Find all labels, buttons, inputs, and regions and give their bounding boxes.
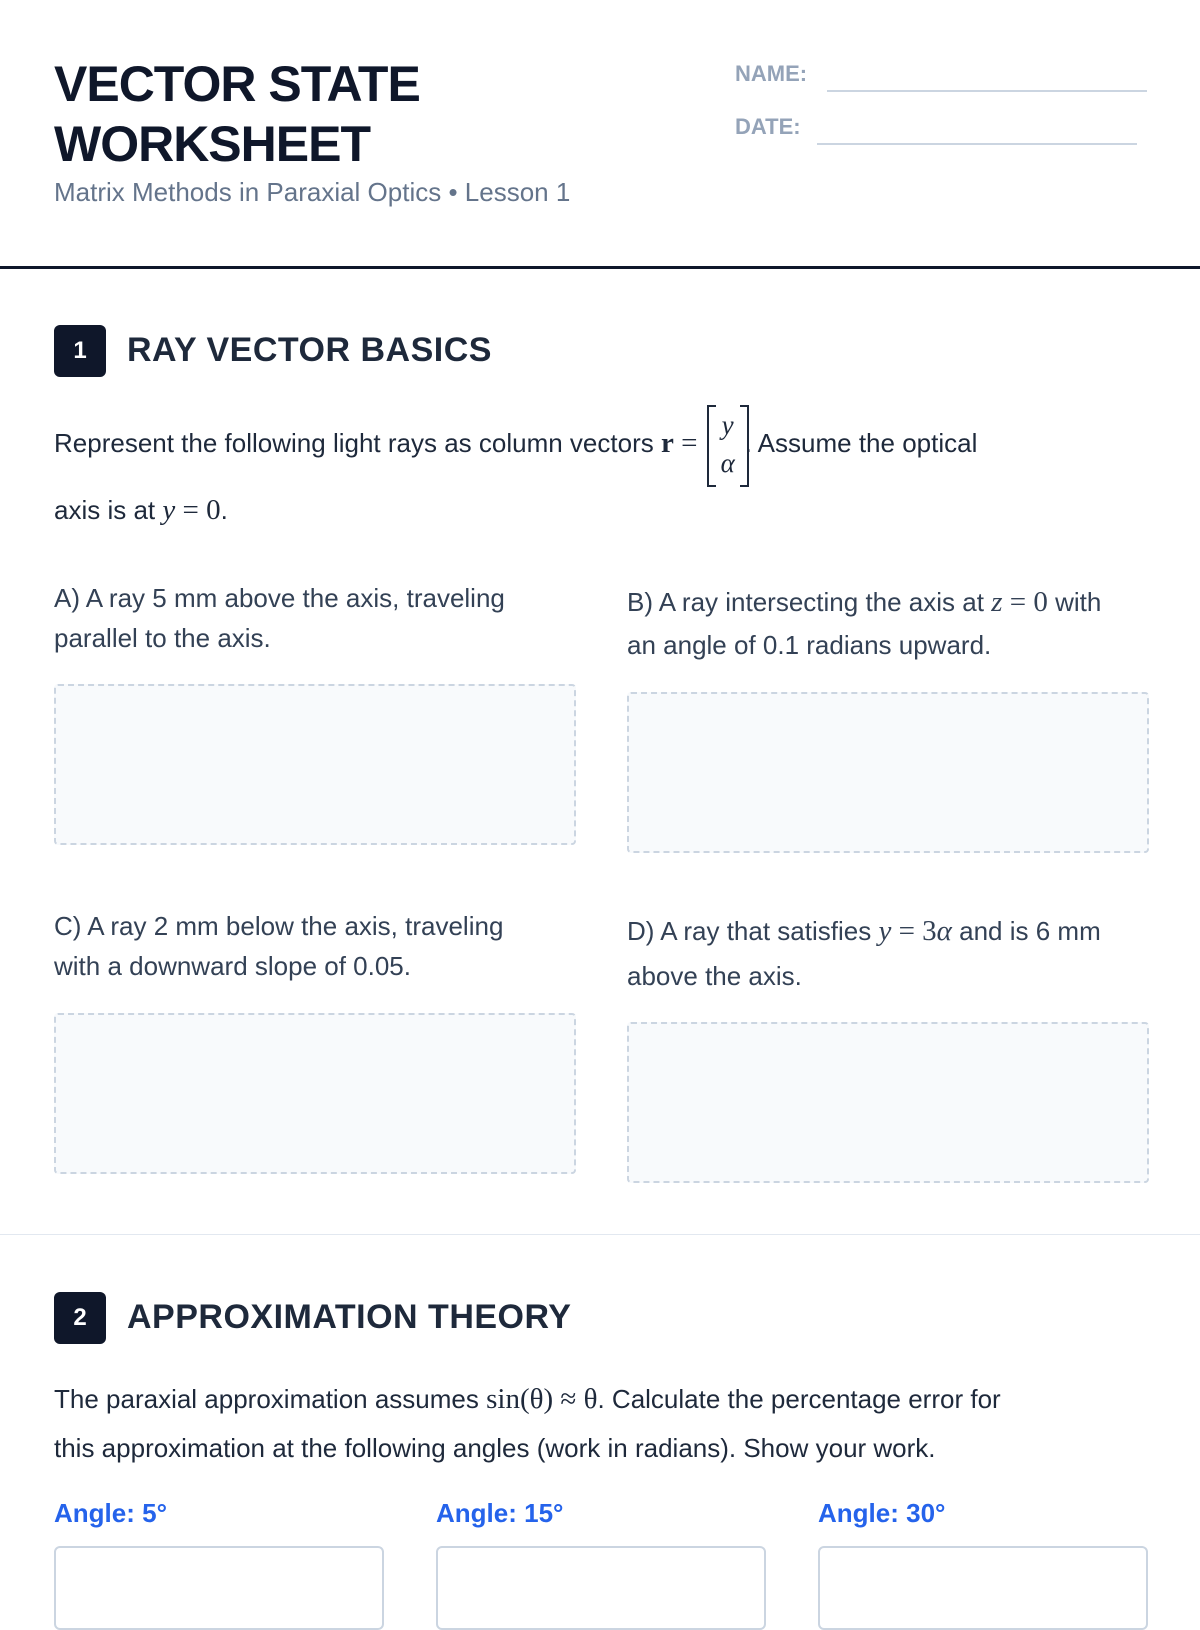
equals-sign: = (681, 427, 698, 459)
worksheet-subtitle: Matrix Methods in Paraxial Optics • Lesson 1 (54, 177, 571, 207)
worksheet-title: VECTOR STATE WORKSHEET (54, 56, 420, 172)
header-divider (0, 266, 1200, 269)
section-2-intro-line-2: this approximation at the following angles (work in radians). Show your work. (54, 1433, 936, 1463)
matrix-bottom-entry: α (720, 448, 735, 479)
question-b-math-variable: z (991, 586, 1003, 618)
work-box-angle-5[interactable] (54, 1546, 384, 1630)
answer-box-d[interactable] (627, 1022, 1149, 1183)
date-label: DATE: (735, 114, 801, 139)
intro-line-2-period: . (220, 495, 228, 525)
answer-box-a[interactable] (54, 684, 576, 845)
question-d-math-variable: y (878, 915, 892, 947)
section-1-intro-text: Represent the following light rays as column vectors (54, 428, 654, 458)
section-2-intro-line-1 (54, 1378, 1001, 1420)
intro-math-variable: y (162, 494, 176, 526)
name-field[interactable] (827, 90, 1147, 92)
section-divider (0, 1234, 1200, 1235)
question-c: C) A ray 2 mm below the axis, traveling with a downward slope of 0.05. (54, 911, 504, 981)
question-b-math-value: = 0 (1009, 586, 1048, 618)
question-a: A) A ray 5 mm above the axis, traveling parallel to the axis. (54, 583, 505, 653)
question-d-math-alpha: α (936, 915, 952, 947)
name-label: NAME: (735, 61, 808, 86)
section-2-intro-text-after: . Calculate the percentage error for (597, 1384, 1001, 1414)
right-bracket (740, 405, 749, 487)
vector-r-symbol: r (660, 427, 674, 459)
section-1-intro-text-after: . Assume the optical (744, 428, 978, 458)
angle-label-5: Angle: 5° (54, 1498, 167, 1528)
intro-line-2-text: axis is at (54, 495, 156, 525)
date-field[interactable] (817, 143, 1137, 145)
section-1-number-badge: 1 (54, 325, 106, 377)
question-d-math-value: = 3 (898, 915, 937, 947)
question-b (627, 581, 1127, 667)
question-d (627, 909, 1127, 999)
work-box-angle-30[interactable] (818, 1546, 1148, 1630)
question-b-text-after: with an angle of 0.1 radians upward. (627, 587, 1102, 660)
matrix-top-entry: y (721, 410, 734, 441)
paraxial-approximation-formula: sin(θ) ≈ θ (486, 1383, 598, 1415)
section-2-intro-text: The paraxial approximation assumes (54, 1384, 479, 1414)
section-1-heading: RAY VECTOR BASICS (127, 331, 492, 369)
intro-math-value: = 0 (182, 494, 221, 526)
question-d-text: D) A ray that satisfies (627, 916, 872, 946)
answer-box-c[interactable] (54, 1013, 576, 1174)
question-d-text-after: and is 6 mm above the axis. (627, 916, 1101, 991)
angle-label-30: Angle: 30° (818, 1498, 946, 1528)
section-2-heading: APPROXIMATION THEORY (127, 1298, 572, 1336)
question-b-text: B) A ray intersecting the axis at (627, 587, 984, 617)
section-2-number-badge: 2 (54, 1292, 106, 1344)
column-vector-matrix (707, 405, 749, 485)
answer-box-b[interactable] (627, 692, 1149, 853)
section-1-intro-line-1 (54, 400, 977, 486)
angle-label-15: Angle: 15° (436, 1498, 564, 1528)
section-1-intro-line-2 (54, 492, 228, 528)
work-box-angle-15[interactable] (436, 1546, 766, 1630)
